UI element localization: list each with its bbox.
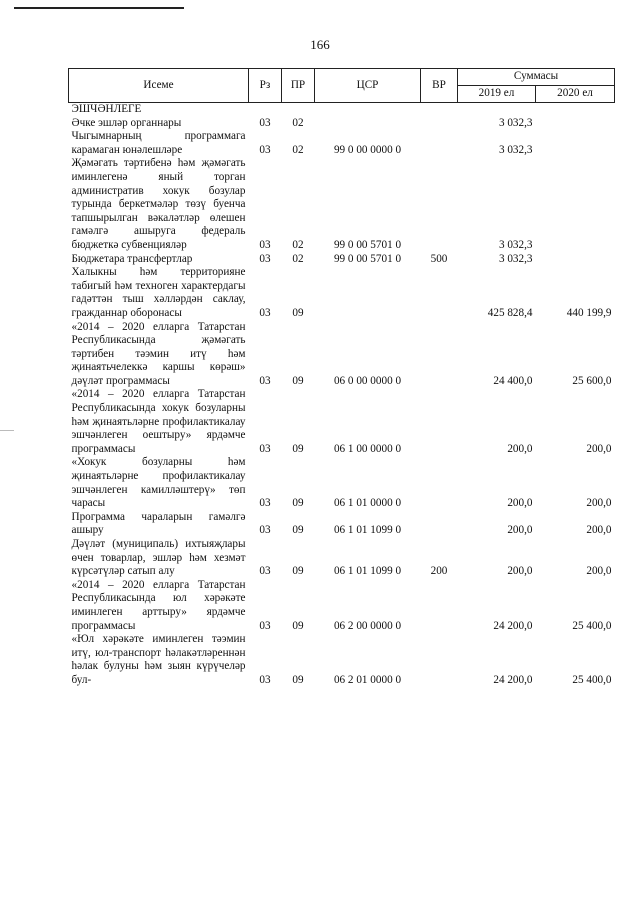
row-sum-2020: 25 600,0	[572, 374, 612, 387]
row-rz: 03	[259, 497, 271, 510]
row-csr: 06 2 01 0000 0	[333, 673, 402, 686]
row-sum-2019: 425 828,4	[487, 306, 533, 319]
row-csr: 99 0 00 5701 0	[333, 252, 402, 265]
row-pr: 02	[292, 116, 304, 129]
top-rule	[14, 7, 184, 9]
section-title: ЭШЧӘНЛЕГЕ	[71, 103, 142, 115]
row-vr: 200	[430, 565, 448, 578]
row-rz: 03	[259, 252, 271, 265]
row-pr: 09	[292, 374, 304, 387]
row-name: Халыкны һәм территорияне табигый һәм техноген характердагы гадәттән тыш хәлләрдән саклау, гражданнар оборонасы	[71, 266, 246, 319]
row-vr	[421, 633, 458, 687]
row-name: «2014 – 2020 елларга Татарстан Республикасында хокук бозуларны һәм җинаятьләрне профилактикалау эшчәнлеген оештыру» ярдәмче программасы	[71, 388, 246, 455]
row-sum-2019: 24 200,0	[493, 619, 533, 632]
row-pr: 09	[292, 619, 304, 632]
row-sum-2020: 200,0	[586, 497, 612, 510]
table-row	[69, 253, 615, 267]
row-vr	[421, 157, 458, 252]
row-name: Бюджетара трансфертлар	[71, 252, 193, 265]
row-pr: 09	[292, 306, 304, 319]
row-rz: 03	[259, 143, 271, 156]
row-sum-2019: 200,0	[507, 524, 533, 537]
row-rz: 03	[259, 673, 271, 686]
row-csr: 06 0 00 0000 0	[333, 374, 402, 387]
row-sum-2019: 3 032,3	[498, 238, 533, 251]
row-name: Чыгымнарның программага карамаган юнәлешләре	[71, 130, 246, 156]
row-name: «Юл хәрәкәте иминлеген тәэмин итү, юл-транспорт һәлакәтләреннән һәлак булуны һәм зыян күрүчеләр бул-	[71, 633, 246, 686]
table-row	[69, 456, 615, 510]
row-sum-2019: 24 400,0	[493, 374, 533, 387]
row-vr	[421, 388, 458, 456]
row-sum-2020: 25 400,0	[572, 673, 612, 686]
row-csr: 06 1 00 0000 0	[333, 442, 402, 455]
row-vr	[421, 321, 458, 389]
row-pr: 09	[292, 673, 304, 686]
row-sum-2019: 3 032,3	[498, 252, 533, 265]
row-vr	[421, 456, 458, 510]
row-vr	[421, 130, 458, 157]
table-row	[69, 117, 615, 131]
row-pr: 09	[292, 524, 304, 537]
row-rz: 03	[259, 374, 271, 387]
row-pr: 02	[292, 252, 304, 265]
row-pr: 02	[292, 143, 304, 156]
section-title-row	[69, 103, 615, 117]
row-name: Программа чараларын гамәлгә ашыру	[71, 510, 246, 537]
row-sum-2020: 200,0	[586, 565, 612, 578]
header-pr: ПР	[282, 69, 315, 103]
row-csr: 06 2 00 0000 0	[333, 619, 402, 632]
row-csr	[315, 266, 421, 320]
header-name: Исеме	[69, 69, 249, 103]
row-name: Дәүләт (муниципаль) ихтыяҗлары өчен товарлар, эшләр һәм хезмәт күрсәтүләр сатып алу	[71, 538, 246, 578]
page-number: 166	[310, 37, 330, 52]
row-rz: 03	[259, 116, 271, 129]
row-sum-2020: 440 199,9	[566, 306, 612, 319]
row-sum-2020	[536, 253, 615, 267]
row-sum-2019: 24 200,0	[493, 673, 533, 686]
table-body	[69, 103, 615, 688]
row-rz: 03	[259, 442, 271, 455]
header-vr: ВР	[421, 69, 458, 103]
row-csr: 99 0 00 5701 0	[333, 238, 402, 251]
row-sum-2019: 200,0	[507, 497, 533, 510]
row-name: «Хокук бозуларны һәм җинаятьләрне профилактикалау эшчәнлеген камилләштерү» төп чарасы	[71, 456, 246, 510]
row-vr	[421, 117, 458, 131]
row-sum-2019: 200,0	[507, 442, 533, 455]
row-sum-2020	[536, 130, 615, 157]
row-sum-2020	[536, 117, 615, 131]
row-sum-2019: 200,0	[507, 565, 533, 578]
row-sum-2020: 200,0	[586, 524, 612, 537]
row-csr: 06 1 01 1099 0	[333, 565, 402, 578]
row-sum-2020: 25 400,0	[572, 619, 612, 632]
table-row	[69, 388, 615, 456]
table-row	[69, 511, 615, 538]
row-vr: 500	[430, 252, 448, 265]
header-2020: 2020 ел	[536, 86, 615, 103]
row-rz: 03	[259, 565, 271, 578]
row-rz: 03	[259, 619, 271, 632]
row-csr: 06 1 01 0000 0	[333, 497, 402, 510]
budget-table	[68, 68, 615, 688]
row-rz: 03	[259, 524, 271, 537]
header-rz: Рз	[249, 69, 282, 103]
row-pr: 09	[292, 565, 304, 578]
table-row	[69, 633, 615, 687]
table-row	[69, 321, 615, 389]
table-row	[69, 157, 615, 252]
header-sums: Суммасы	[458, 69, 615, 86]
row-csr: 06 1 01 1099 0	[333, 524, 402, 537]
row-rz: 03	[259, 306, 271, 319]
row-sum-2020: 200,0	[586, 442, 612, 455]
row-csr: 99 0 00 0000 0	[333, 143, 402, 156]
table-row	[69, 579, 615, 633]
row-name: Җәмәгать тәртибенә һәм җәмәгать иминлегенә яный торган административ хокук бозулар турында беркетмәләр төзү буенча тапшырылган вәкаләтләр өлешен гамәлгә ашыруга федераль бюджеткә субвенцияләр	[71, 157, 246, 251]
scan-mark	[0, 430, 14, 431]
row-vr	[421, 579, 458, 633]
header-csr: ЦСР	[315, 69, 421, 103]
row-pr: 02	[292, 238, 304, 251]
row-sum-2019: 3 032,3	[498, 143, 533, 156]
row-pr: 09	[292, 442, 304, 455]
row-name: Әчке эшләр органнары	[71, 116, 182, 129]
row-rz: 03	[259, 238, 271, 251]
table-header	[69, 69, 615, 103]
row-name: «2014 – 2020 елларга Татарстан Республикасында юл хәрәкәте иминлеген арттыру» ярдәмче программасы	[71, 578, 246, 632]
table-row	[69, 266, 615, 320]
row-pr: 09	[292, 497, 304, 510]
row-csr	[315, 117, 421, 131]
row-vr	[421, 511, 458, 538]
table-row	[69, 130, 615, 157]
header-2019: 2019 ел	[458, 86, 536, 103]
row-name: «2014 – 2020 елларга Татарстан Республикасында җәмәгать тәртибен тәэмин итү һәм җинаятьчелеккә каршы көрәш» дәүләт программасы	[71, 320, 246, 387]
row-sum-2019: 3 032,3	[498, 116, 533, 129]
table-row	[69, 538, 615, 579]
row-sum-2020	[536, 157, 615, 252]
row-vr	[421, 266, 458, 320]
